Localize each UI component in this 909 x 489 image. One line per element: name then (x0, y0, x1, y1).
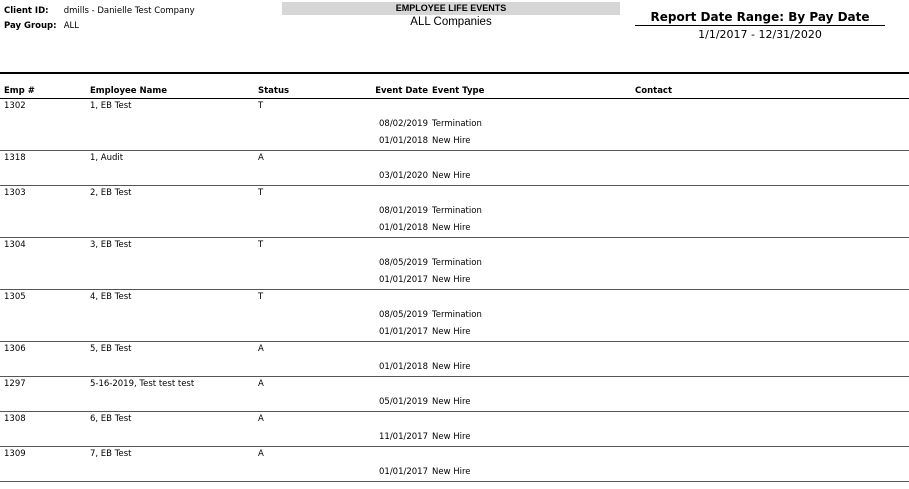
pay-group-value: ALL (63, 21, 79, 31)
table-row (0, 412, 909, 429)
table-row (0, 290, 909, 307)
emp-number: 1309 (4, 449, 26, 459)
event-type: Termination (432, 206, 482, 216)
employee-group (0, 412, 909, 447)
event-row (0, 429, 909, 446)
employee-status: T (258, 101, 264, 111)
event-row (0, 203, 909, 220)
event-date: 01/01/2017 (379, 275, 428, 285)
table-row (0, 238, 909, 255)
event-row (0, 359, 909, 376)
col-status: Status (258, 86, 290, 96)
report-subtitle: ALL Companies (410, 16, 492, 28)
employee-group (0, 342, 909, 377)
employee-name: 1, EB Test (90, 101, 132, 111)
emp-number: 1303 (4, 188, 26, 198)
event-date: 08/01/2019 (379, 206, 428, 216)
employee-status: A (258, 414, 264, 424)
client-id-value: dmills - Danielle Test Company (63, 6, 195, 16)
employee-status: A (258, 449, 264, 459)
event-row (0, 133, 909, 150)
employee-status: T (258, 292, 264, 302)
pay-group-line (4, 19, 195, 34)
event-row (0, 324, 909, 341)
event-date: 01/01/2017 (379, 467, 428, 477)
col-emp-number: Emp # (4, 86, 35, 96)
employee-group (0, 99, 909, 151)
employee-name: 6, EB Test (90, 414, 132, 424)
event-type: New Hire (432, 136, 471, 146)
employee-name: 2, EB Test (90, 188, 132, 198)
event-type: New Hire (432, 275, 471, 285)
date-range-values: 1/1/2017 - 12/31/2020 (698, 28, 822, 41)
employee-name: 5-16-2019, Test test test (90, 379, 195, 389)
employee-group (0, 447, 909, 482)
event-row (0, 464, 909, 481)
table-row (0, 151, 909, 168)
employee-status: T (258, 240, 264, 250)
event-type: Termination (432, 310, 482, 320)
event-date: 11/01/2017 (379, 432, 428, 442)
employee-status: A (258, 344, 264, 354)
employee-name: 7, EB Test (90, 449, 132, 459)
event-date: 08/02/2019 (379, 119, 428, 129)
employee-name: 4, EB Test (90, 292, 132, 302)
employee-group (0, 186, 909, 238)
report-header-info (4, 4, 195, 34)
col-contact: Contact (635, 86, 673, 96)
event-date: 08/05/2019 (379, 258, 428, 268)
table-header (0, 86, 909, 99)
employee-list (0, 99, 909, 482)
employee-group (0, 151, 909, 186)
event-date: 01/01/2018 (379, 223, 428, 233)
emp-number: 1305 (4, 292, 26, 302)
client-id-line (4, 4, 195, 19)
emp-number: 1304 (4, 240, 26, 250)
table-row (0, 447, 909, 464)
event-type: New Hire (432, 467, 471, 477)
emp-number: 1308 (4, 414, 26, 424)
header-divider (0, 72, 909, 74)
employee-status: A (258, 153, 264, 163)
event-type: New Hire (432, 327, 471, 337)
col-event-date: Event Date (375, 86, 428, 96)
event-date: 01/01/2018 (379, 362, 428, 372)
table-row (0, 342, 909, 359)
pay-group-label: Pay Group: (4, 21, 57, 31)
emp-number: 1318 (4, 153, 26, 163)
employee-name: 5, EB Test (90, 344, 132, 354)
emp-number: 1302 (4, 101, 26, 111)
event-type: Termination (432, 258, 482, 268)
employee-group (0, 238, 909, 290)
report-title: EMPLOYEE LIFE EVENTS (282, 2, 620, 15)
employee-group (0, 377, 909, 412)
event-row (0, 220, 909, 237)
event-date: 01/01/2017 (379, 327, 428, 337)
employee-status: T (258, 188, 264, 198)
employee-name: 1, Audit (90, 153, 124, 163)
event-row (0, 116, 909, 133)
date-range-title: Report Date Range: By Pay Date (635, 10, 885, 26)
event-date: 01/01/2018 (379, 136, 428, 146)
event-date: 03/01/2020 (379, 171, 428, 181)
event-date: 05/01/2019 (379, 397, 428, 407)
employee-status: A (258, 379, 264, 389)
col-employee-name: Employee Name (90, 86, 168, 96)
event-row (0, 307, 909, 324)
event-type: Termination (432, 119, 482, 129)
col-event-type: Event Type (432, 86, 485, 96)
event-type: New Hire (432, 432, 471, 442)
emp-number: 1306 (4, 344, 26, 354)
event-type: New Hire (432, 171, 471, 181)
event-type: New Hire (432, 223, 471, 233)
client-id-label: Client ID: (4, 6, 49, 16)
event-row (0, 255, 909, 272)
event-type: New Hire (432, 397, 471, 407)
employee-group (0, 290, 909, 342)
event-date: 08/05/2019 (379, 310, 428, 320)
table-row (0, 377, 909, 394)
emp-number: 1297 (4, 379, 26, 389)
employee-name: 3, EB Test (90, 240, 132, 250)
event-row (0, 394, 909, 411)
table-row (0, 99, 909, 116)
event-type: New Hire (432, 362, 471, 372)
event-row (0, 168, 909, 185)
event-row (0, 272, 909, 289)
table-row (0, 186, 909, 203)
